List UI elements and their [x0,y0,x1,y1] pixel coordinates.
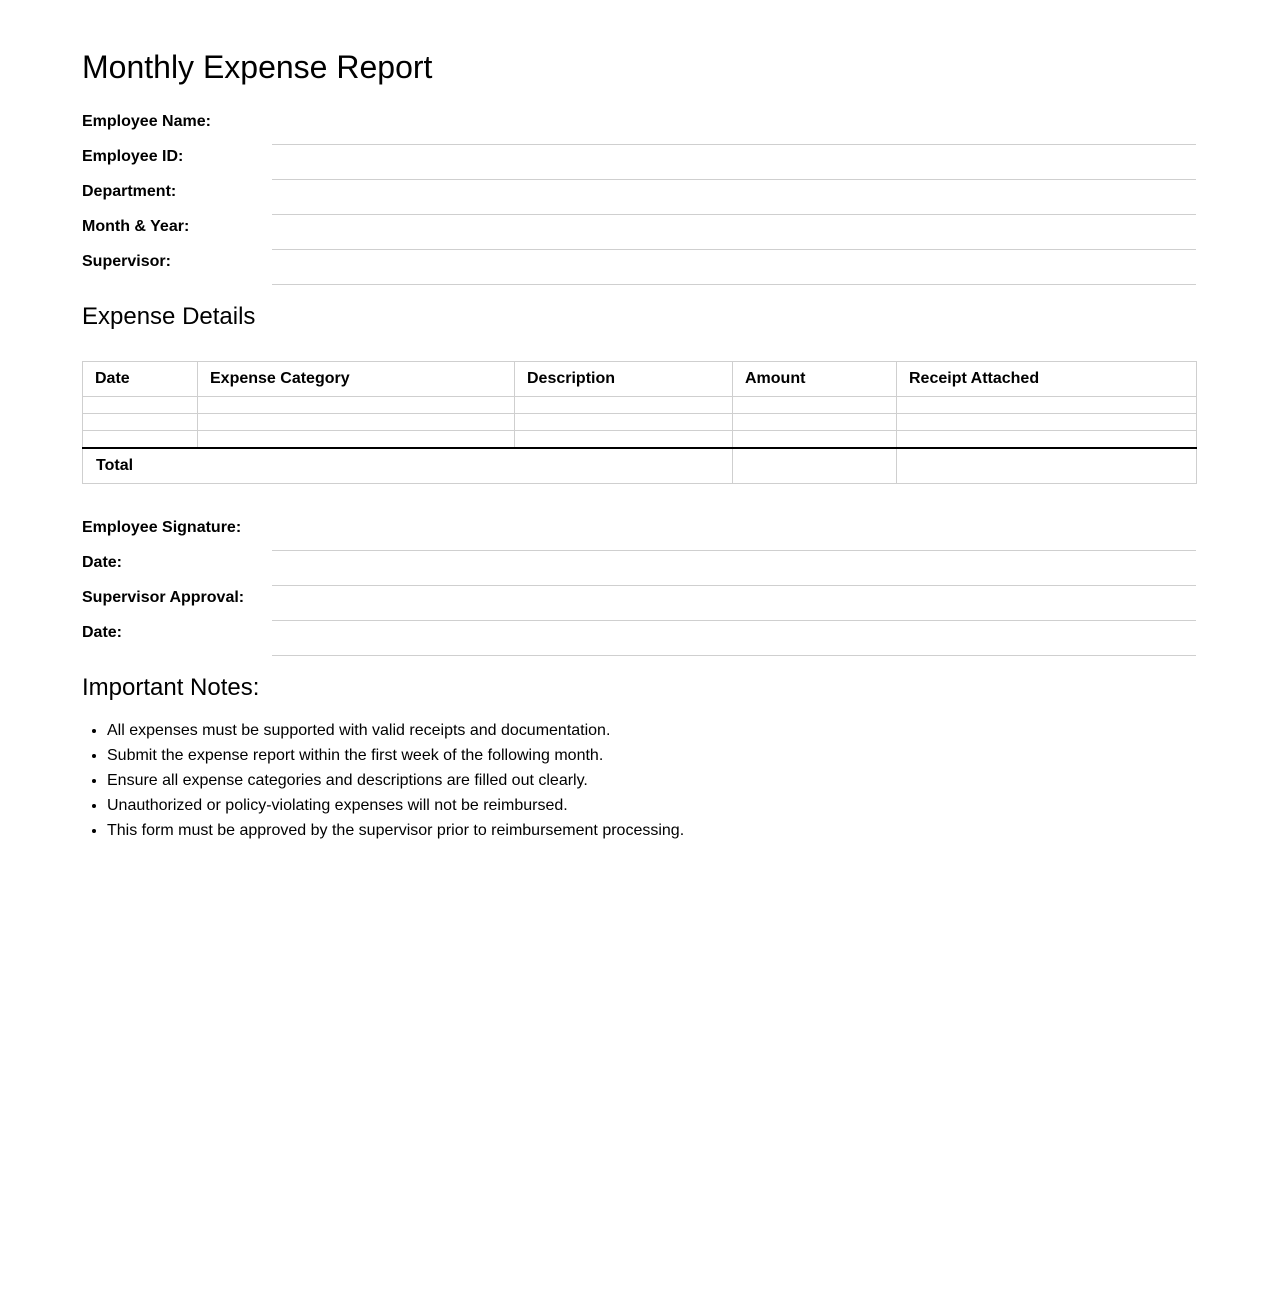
supervisor-approval-line [272,600,1196,621]
table-cell-date[interactable] [83,397,198,414]
list-item: • Ensure all expense categories and descriptions are filled out clearly. [107,768,684,793]
month-year-field[interactable] [272,229,1196,248]
notes-list [82,718,684,843]
page-title: Monthly Expense Report [82,49,433,85]
department-label: Department: [82,183,177,200]
department-field[interactable] [272,194,1196,213]
department-row [82,182,1196,217]
table-cell-amount[interactable] [733,414,897,431]
employee-signature-line [272,530,1196,551]
department-line [272,194,1196,215]
supervisor-line [272,264,1196,285]
employee-signature-label: Employee Signature: [82,519,242,536]
total-amount-cell[interactable] [733,448,897,484]
column-header-date: Date [83,362,198,397]
table-cell-date[interactable] [83,431,198,449]
table-header-row [83,362,1197,397]
column-header-amount: Amount [733,362,897,397]
table-cell-description[interactable] [515,431,733,449]
total-label: Total [83,448,733,484]
supervisor-row [82,252,1196,287]
employee-id-line [272,159,1196,180]
employee-date-line [272,565,1196,586]
employee-name-label: Employee Name: [82,113,211,130]
table-cell-receipt-attached[interactable] [897,397,1197,414]
important-notes-heading: Important Notes: [82,674,260,701]
supervisor-date-row [82,623,1196,658]
table-row [83,397,1197,414]
table-cell-receipt-attached[interactable] [897,431,1197,449]
list-item: • All expenses must be supported with valid receipts and documentation. [107,718,684,743]
column-header-description: Description [515,362,733,397]
supervisor-approval-label: Supervisor Approval: [82,589,245,606]
table-cell-expense-category[interactable] [198,431,515,449]
supervisor-date-line [272,635,1196,656]
table-cell-receipt-attached[interactable] [897,414,1197,431]
table-cell-amount[interactable] [733,397,897,414]
supervisor-date-field[interactable] [272,635,1196,654]
expense-details-heading: Expense Details [82,303,256,330]
table-cell-description[interactable] [515,397,733,414]
supervisor-label: Supervisor: [82,253,171,270]
list-item: • Submit the expense report within the first week of the following month. [107,743,684,768]
table-cell-amount[interactable] [733,431,897,449]
expense-table [82,361,1197,484]
employee-name-row [82,112,1196,147]
supervisor-approval-field[interactable] [272,600,1196,619]
month-year-line [272,229,1196,250]
month-year-label: Month & Year: [82,218,190,235]
employee-name-line [272,124,1196,145]
employee-date-row [82,553,1196,588]
total-receipt-cell[interactable] [897,448,1197,484]
supervisor-field[interactable] [272,264,1196,283]
employee-id-label: Employee ID: [82,148,184,165]
employee-name-field[interactable] [272,124,1196,143]
list-item: • This form must be approved by the supervisor prior to reimbursement processing. [107,818,684,843]
employee-signature-field[interactable] [272,530,1196,549]
table-cell-expense-category[interactable] [198,414,515,431]
employee-id-row [82,147,1196,182]
table-row [83,431,1197,449]
supervisor-date-label: Date: [82,624,123,641]
table-cell-description[interactable] [515,414,733,431]
column-header-expense-category: Expense Category [198,362,515,397]
table-total-row [83,448,1197,484]
employee-id-field[interactable] [272,159,1196,178]
month-year-row [82,217,1196,252]
table-cell-expense-category[interactable] [198,397,515,414]
employee-signature-row [82,518,1196,553]
supervisor-approval-row [82,588,1196,623]
list-item: • Unauthorized or policy-violating expenses will not be reimbursed. [107,793,684,818]
employee-date-field[interactable] [272,565,1196,584]
employee-date-label: Date: [82,554,123,571]
column-header-receipt-attached: Receipt Attached [897,362,1197,397]
table-row [83,414,1197,431]
table-cell-date[interactable] [83,414,198,431]
